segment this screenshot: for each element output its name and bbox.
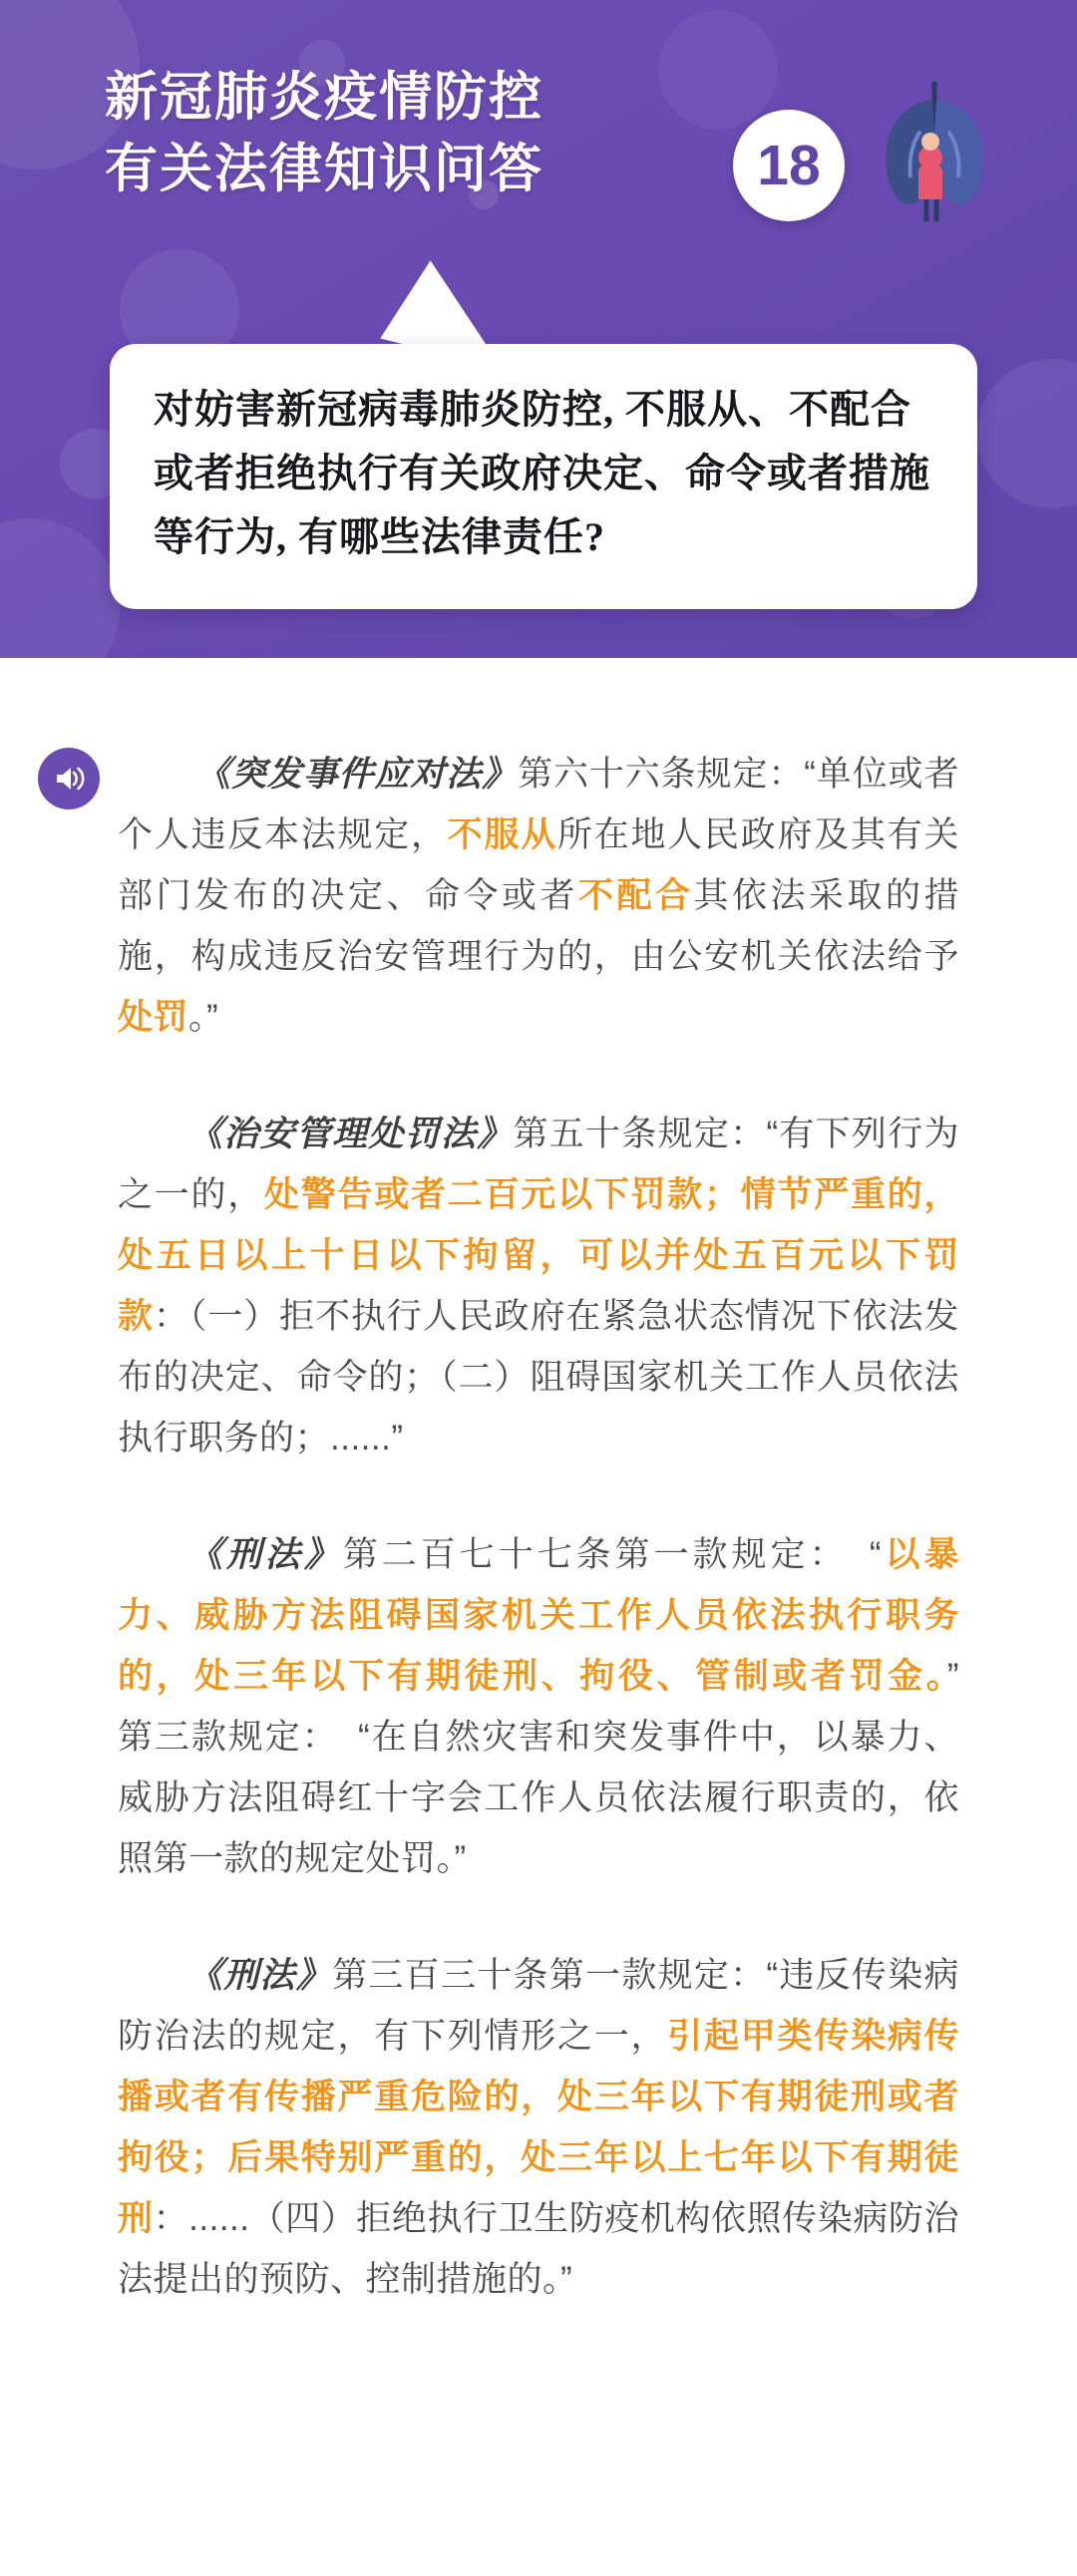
- seg: 所在地人民政府及其有关部门发布的决定、命令或者: [118, 815, 959, 915]
- issue-number-text: 18: [757, 133, 821, 197]
- title-line-1: 新冠肺炎疫情防控: [105, 68, 543, 127]
- seg: 其依法采取的措施，构成违反治安管理行为的，由公安机关依法给予: [118, 876, 959, 976]
- decorative-circle: [658, 10, 778, 130]
- seg: 第三百三十条第一款规定：“违反传染病防治法的规定，有下列情形之一，: [118, 1956, 959, 2056]
- highlight: 处罚: [118, 998, 189, 1037]
- seg: 第二百七十七条第一款规定： “: [342, 1535, 883, 1574]
- paragraph-3: [118, 1524, 995, 1889]
- poster-header: [0, 0, 1077, 658]
- seg: ：......（四）拒绝执行卫生防疫机构依照传染病防治法提出的预防、控制措施的。”: [118, 2199, 959, 2299]
- law-name: 《刑法》: [187, 1535, 343, 1574]
- title-line-2: 有关法律知识问答: [105, 140, 543, 198]
- law-name: 《突发事件应对法》: [195, 755, 519, 794]
- page-title: [105, 62, 543, 205]
- seg: ：（一）拒不执行人民政府在紧急状态情况下依法发布的决定、命令的；（二）阻碍国家机关工作人员依法执行职务的；......”: [118, 1297, 959, 1457]
- question-text: 对妨害新冠病毒肺炎防控, 不服从、不配合或者拒绝执行有关政府决定、命令或者措施等行为, 有哪些法律责任?: [154, 387, 930, 559]
- issue-number-badge: [733, 110, 845, 221]
- highlight: 以暴力、威胁方法阻碍国家机关工作人员依法执行职务的，处三年以下有期徒刑、拘役、管制或者罚金。: [118, 1535, 959, 1696]
- question-card: [110, 344, 977, 609]
- seg: 第六十六条规定：“单位或者个人违反本法规定，: [118, 755, 959, 854]
- highlight: 处警告或者二百元以下罚款；情节严重的，处五日以上十日以下拘留，可以并处五百元以下罚款: [118, 1175, 959, 1336]
- seg: 第五十条规定：“有下列行为之一的，: [118, 1115, 959, 1214]
- law-name: 《治安管理处罚法》: [187, 1115, 514, 1153]
- speaker-icon[interactable]: [38, 748, 100, 809]
- paragraph-2: [118, 1104, 959, 1468]
- seg: ” 第三款规定： “在自然灾害和突发事件中，以暴力、威胁方法阻碍红十字会工作人员依法履行职责的，依照第一款的规定处罚。”: [118, 1657, 995, 1878]
- highlight: 引起甲类传染病传播或者有传播严重危险的，处三年以下有期徒刑或者拘役；后果特别严重的，处三年以上七年以下有期徒刑: [118, 2017, 959, 2238]
- paragraph-4: [118, 1945, 959, 2310]
- article-body: [0, 658, 1077, 2435]
- law-name: 《刑法》: [187, 1956, 333, 1995]
- highlight: 不服从: [447, 815, 557, 854]
- decorative-circle: [977, 359, 1077, 508]
- seg: 。”: [188, 998, 219, 1037]
- decorative-circle: [0, 518, 120, 658]
- highlight: 不配合: [577, 876, 694, 915]
- paragraph-1: [118, 744, 959, 1048]
- lungs-icon: [843, 72, 1027, 236]
